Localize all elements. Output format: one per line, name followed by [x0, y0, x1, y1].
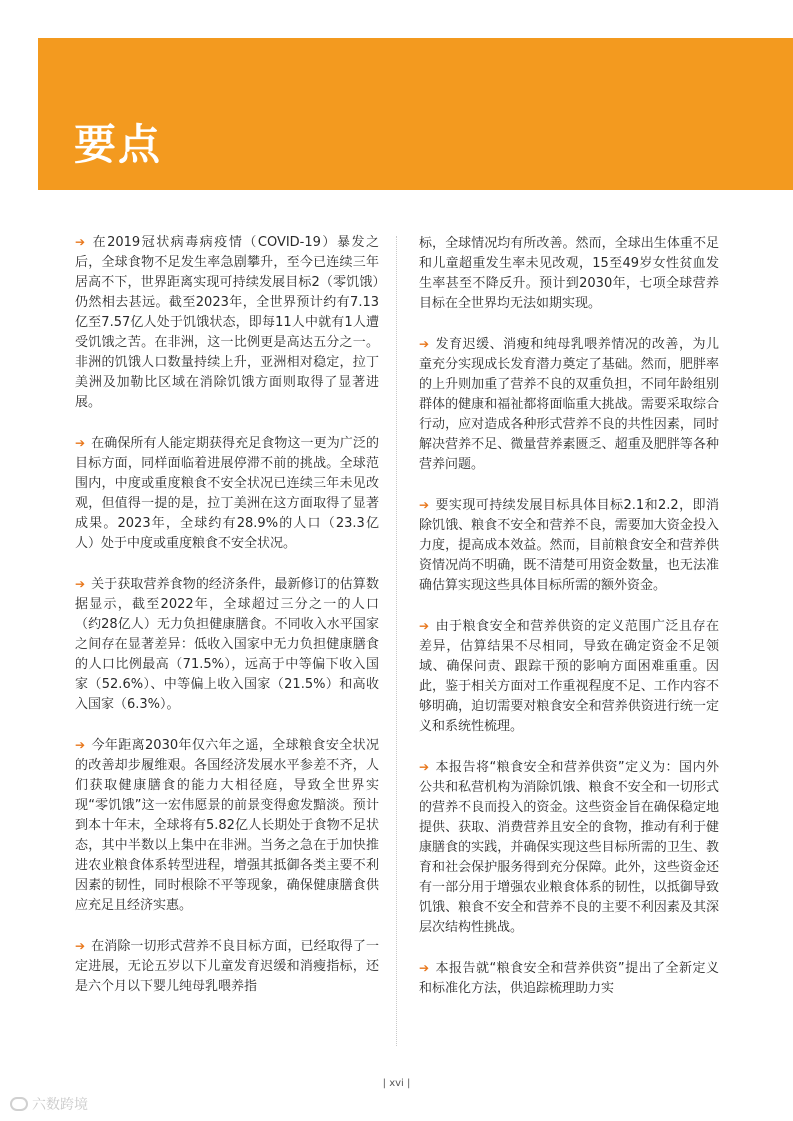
- arrow-right-icon: ➔: [75, 939, 86, 953]
- right-column: [419, 234, 719, 1019]
- page-title: 要点: [74, 120, 163, 169]
- paragraph: ➔ 发育迟缓、消瘦和纯母乳喂养情况的改善，为儿童充分实现成长发育潜力奠定了基础。然而，肥胖率的上升则加重了营养不良的双重负担，不同年龄组别群体的健康和福祉都将面临重大挑战。需要采取综合行动，应对造成各种形式营养不良的共性因素，同时解决营养不足、微量营养素匮乏、超重及肥胖等各种营养问题。: [419, 337, 719, 472]
- header-banner: [38, 38, 793, 190]
- arrow-right-icon: ➔: [419, 961, 430, 975]
- paragraph: 标，全球情况均有所改善。然而，全球出生体重不足和儿童超重发生率未见改观，15至49岁女性贫血发生率甚至不降反升。预计到2030年，七项全球营养目标在全世界均无法如期实现。: [419, 236, 719, 311]
- paragraph: ➔ 在2019冠状病毒病疫情（COVID-19）暴发之后，全球食物不足发生率急剧攀升，至今已连续三年居高不下，世界距离实现可持续发展目标2（零饥饿）仍然相去甚远。截至2023年，全世界预计约有7.13亿至7.57亿人处于饥饿状态，即每11人中就有1人遭受饥饿之苦。在非洲，这一比例更是高达五分之一。非洲的饥饿人口数量持续上升，亚洲相对稳定，拉丁美洲及加勒比区域在消除饥饿方面则取得了显著进展。: [75, 235, 379, 410]
- arrow-right-icon: ➔: [419, 619, 430, 633]
- page-number: | xvi |: [382, 1078, 411, 1089]
- arrow-right-icon: ➔: [419, 337, 430, 351]
- watermark: [10, 1094, 88, 1114]
- arrow-right-icon: ➔: [75, 738, 86, 752]
- paragraph: ➔ 在消除一切形式营养不良目标方面，已经取得了一定进展，无论五岁以下儿童发育迟缓和消瘦指标，还是六个月以下婴儿纯母乳喂养指: [75, 939, 379, 994]
- watermark-logo-icon: [10, 1097, 28, 1111]
- arrow-right-icon: ➔: [419, 498, 430, 512]
- paragraph: ➔ 要实现可持续发展目标具体目标2.1和2.2，即消除饥饿、粮食不安全和营养不良，需要加大资金投入力度，提高成本效益。然而，目前粮食安全和营养供资情况尚不明确，既不清楚可用资金数量，也无法准确估算实现这些具体目标所需的额外资金。: [419, 498, 719, 593]
- paragraph: ➔ 在确保所有人能定期获得充足食物这一更为广泛的目标方面，同样面临着进展停滞不前的挑战。全球范围内，中度或重度粮食不安全状况已连续三年未见改观，但值得一提的是，拉丁美洲在这方面取得了显著成果。2023年，全球约有28.9%的人口（23.3亿人）处于中度或重度粮食不安全状况。: [75, 436, 379, 551]
- left-column: [75, 232, 379, 1017]
- paragraph: ➔ 本报告将“粮食安全和营养供资”定义为：国内外公共和私营机构为消除饥饿、粮食不安全和一切形式的营养不良而投入的资金。这些资金旨在确保稳定地提供、获取、消费营养且安全的食物，推动有利于健康膳食的实践，并确保实现这些目标所需的卫生、教育和社会保护服务得到充分保障。此外，这些资金还有一部分用于增强农业粮食体系的韧性，以抵御导致饥饿、粮食不安全和营养不良的主要不利因素及其深层次结构性挑战。: [419, 760, 719, 935]
- arrow-right-icon: ➔: [419, 760, 430, 774]
- column-divider: [396, 236, 397, 1046]
- arrow-right-icon: ➔: [75, 436, 86, 450]
- paragraph: ➔ 由于粮食安全和营养供资的定义范围广泛且存在差异，估算结果不尽相同，导致在确定资金不足领域、确保问责、跟踪干预的影响方面困难重重。因此，鉴于相关方面对工作重视程度不足、工作内容不够明确，迫切需要对粮食安全和营养供资进行统一定义和系统性梳理。: [419, 619, 719, 734]
- arrow-right-icon: ➔: [75, 235, 86, 249]
- paragraph: ➔ 本报告就“粮食安全和营养供资”提出了全新定义和标准化方法，供追踪梳理助力实: [419, 961, 719, 996]
- paragraph: ➔ 关于获取营养食物的经济条件，最新修订的估算数据显示，截至2022年，全球超过三分之一的人口（约28亿人）无力负担健康膳食。不同收入水平国家之间存在显著差异：低收入国家中无力负担健康膳食的人口比例最高（71.5%），远高于中等偏下收入国家（52.6%）、中等偏上收入国家（21.5%）和高收入国家（6.3%）。: [75, 577, 379, 712]
- watermark-text: 六数跨境: [32, 1097, 88, 1113]
- arrow-right-icon: ➔: [75, 577, 86, 591]
- paragraph: ➔ 今年距离2030年仅六年之遥，全球粮食安全状况的改善却步履维艰。各国经济发展水平参差不齐，人们获取健康膳食的能力大相径庭，导致全世界实现“零饥饿”这一宏伟愿景的前景变得愈发黯淡。预计到本十年末，全球将有5.82亿人长期处于食物不足状态，其中半数以上集中在非洲。当务之急在于加快推进农业粮食体系转型进程，增强其抵御各类主要不利因素的韧性，同时根除不平等现象，确保健康膳食供应充足且经济实惠。: [75, 738, 379, 913]
